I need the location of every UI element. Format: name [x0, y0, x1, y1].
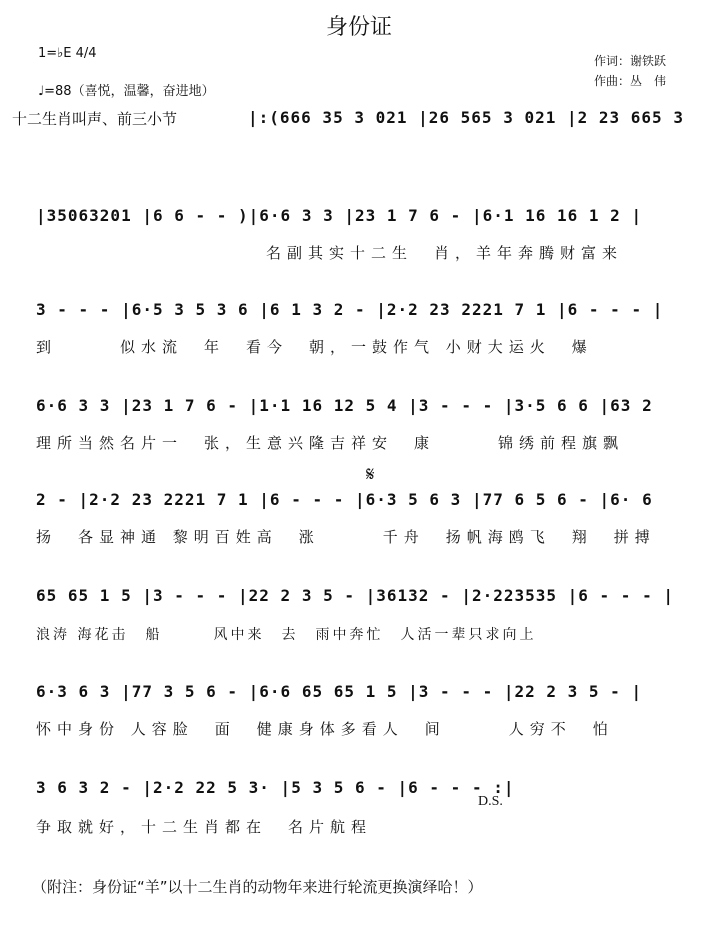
page-title: 身份证: [325, 15, 392, 40]
lyric-row: 争取就好，十二生肖都在 名片航程: [36, 818, 373, 836]
composer-credit: 作曲：丛 伟: [594, 74, 667, 88]
lyricist-credit: 作词：谢铁跃: [594, 54, 667, 68]
tempo-marking: ♩=88（喜悦，温馨，奋进地）: [38, 84, 215, 99]
notation-row: 2 - |2·2 23 2221 7 1 |6 - - - |6·3 5 6 3 |77 6 5 6 - |6· 6: [36, 490, 653, 509]
notation-row: 3 6 3 2 - |2·2 22 5 3· |5 3 5 6 - |6 - - - :|: [36, 778, 515, 797]
notation-row: |35063201 |6 6 - - )|6·6 3 3 |23 1 7 6 - |6·1 16 16 1 2 |: [36, 206, 643, 225]
lyric-row: 怀中身份 人容脸 面 健康身体多看人 间 人穷不 怕: [36, 720, 614, 738]
intro-label: 十二生肖叫声、前三小节: [12, 110, 178, 128]
notation-row: 6·6 3 3 |23 1 7 6 - |1·1 16 12 5 4 |3 - - - |3·5 6 6 |63 2: [36, 396, 653, 415]
lyric-row: 浪涛 海花击 船 风中来 去 雨中奔忙 人活一辈只求向上: [36, 627, 537, 643]
notation-row: |:(666 35 3 021 |26 565 3 021 |2 23 665 3: [248, 108, 684, 127]
key-signature: 1=♭E 4/4: [38, 46, 97, 61]
segno-sign: 𝄋: [366, 462, 375, 486]
lyric-row: 到 似水流 年 看今 朝，一鼓作气 小财大运火 爆: [36, 338, 593, 356]
lyric-row: 名副其实十二生 肖，羊年奔腾财富来: [266, 244, 624, 262]
notation-row: 3 - - - |6·5 3 5 3 6 |6 1 3 2 - |2·2 23 2221 7 1 |6 - - - |: [36, 300, 664, 319]
notation-row: 65 65 1 5 |3 - - - |22 2 3 5 - |36132 - |2·223535 |6 - - - |: [36, 586, 674, 605]
footnote: （附注：身份证“羊”以十二生肖的动物年来进行轮流更换演绎哈！）: [32, 878, 483, 896]
ds-marking: D.S.: [478, 794, 503, 809]
lyric-row: 理所当然名片一 张，生意兴隆吉祥安 康 锦绣前程旗飘: [36, 434, 625, 452]
lyric-row: 扬 各显神通 黎明百姓高 涨 千舟 扬帆海鸥飞 翔 拼搏: [36, 528, 656, 546]
notation-row: 6·3 6 3 |77 3 5 6 - |6·6 65 65 1 5 |3 - - - |22 2 3 5 - |: [36, 682, 643, 701]
